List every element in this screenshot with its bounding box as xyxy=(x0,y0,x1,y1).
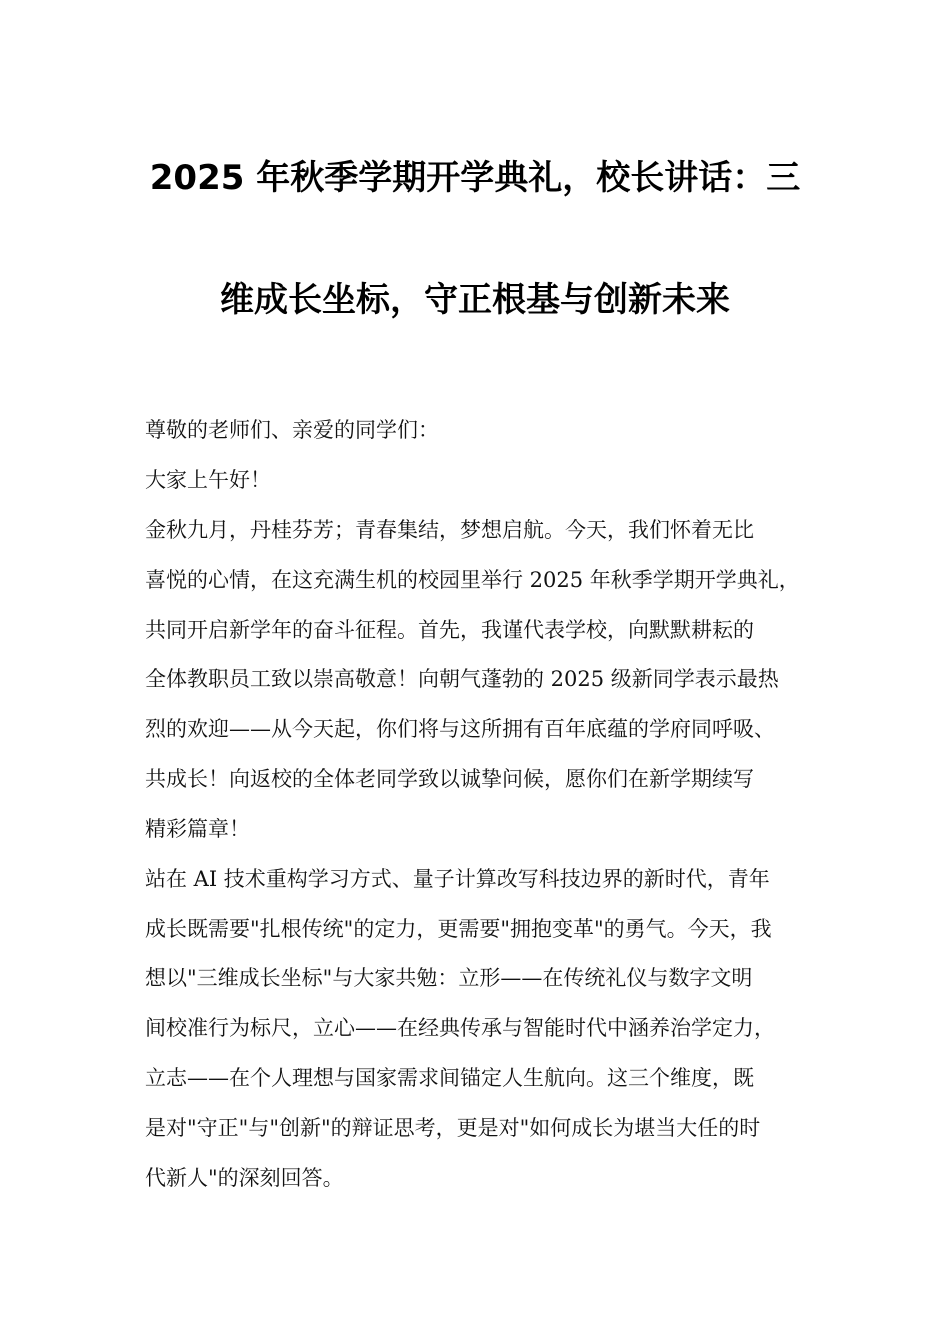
paragraph-line: 想以"三维成长坐标"与大家共勉：立形——在传统礼仪与数字文明 xyxy=(145,966,753,990)
salutation: 尊敬的老师们、亲爱的同学们： xyxy=(145,418,439,442)
paragraph-line: 立志——在个人理想与国家需求间锚定人生航向。这三个维度，既 xyxy=(145,1066,754,1090)
paragraph-line: 成长既需要"扎根传统"的定力，更需要"拥抱变革"的勇气。今天，我 xyxy=(145,917,772,941)
paragraph-line: 金秋九月，丹桂芬芳；青春集结，梦想启航。今天，我们怀着无比 xyxy=(145,518,754,542)
paragraph-line: 全体教职员工致以崇高敬意！向朝气蓬勃的 2025 级新同学表示最热 xyxy=(145,667,779,691)
paragraph-line: 喜悦的心情，在这充满生机的校园里举行 2025 年秋季学期开学典礼， xyxy=(145,568,800,592)
paragraph-line: 代新人"的深刻回答。 xyxy=(145,1166,344,1190)
title-line-1: 2025 年秋季学期开学典礼，校长讲话：三 xyxy=(149,158,801,198)
title-line-2: 维成长坐标，守正根基与创新未来 xyxy=(220,280,730,320)
paragraph-line: 是对"守正"与"创新"的辩证思考，更是对"如何成长为堪当大任的时 xyxy=(145,1116,761,1140)
paragraph-line: 站在 AI 技术重构学习方式、量子计算改写科技边界的新时代，青年 xyxy=(145,867,770,891)
paragraph-line: 烈的欢迎——从今天起，你们将与这所拥有百年底蕴的学府同呼吸、 xyxy=(145,717,775,741)
greeting: 大家上午好！ xyxy=(145,468,271,492)
paragraph-line: 共成长！向返校的全体老同学致以诚挚问候，愿你们在新学期续写 xyxy=(145,767,754,791)
paragraph-line: 共同开启新学年的奋斗征程。首先，我谨代表学校，向默默耕耘的 xyxy=(145,618,754,642)
paragraph-line: 精彩篇章！ xyxy=(145,817,250,841)
paragraph-line: 间校准行为标尺，立心——在经典传承与智能时代中涵养治学定力， xyxy=(145,1016,775,1040)
